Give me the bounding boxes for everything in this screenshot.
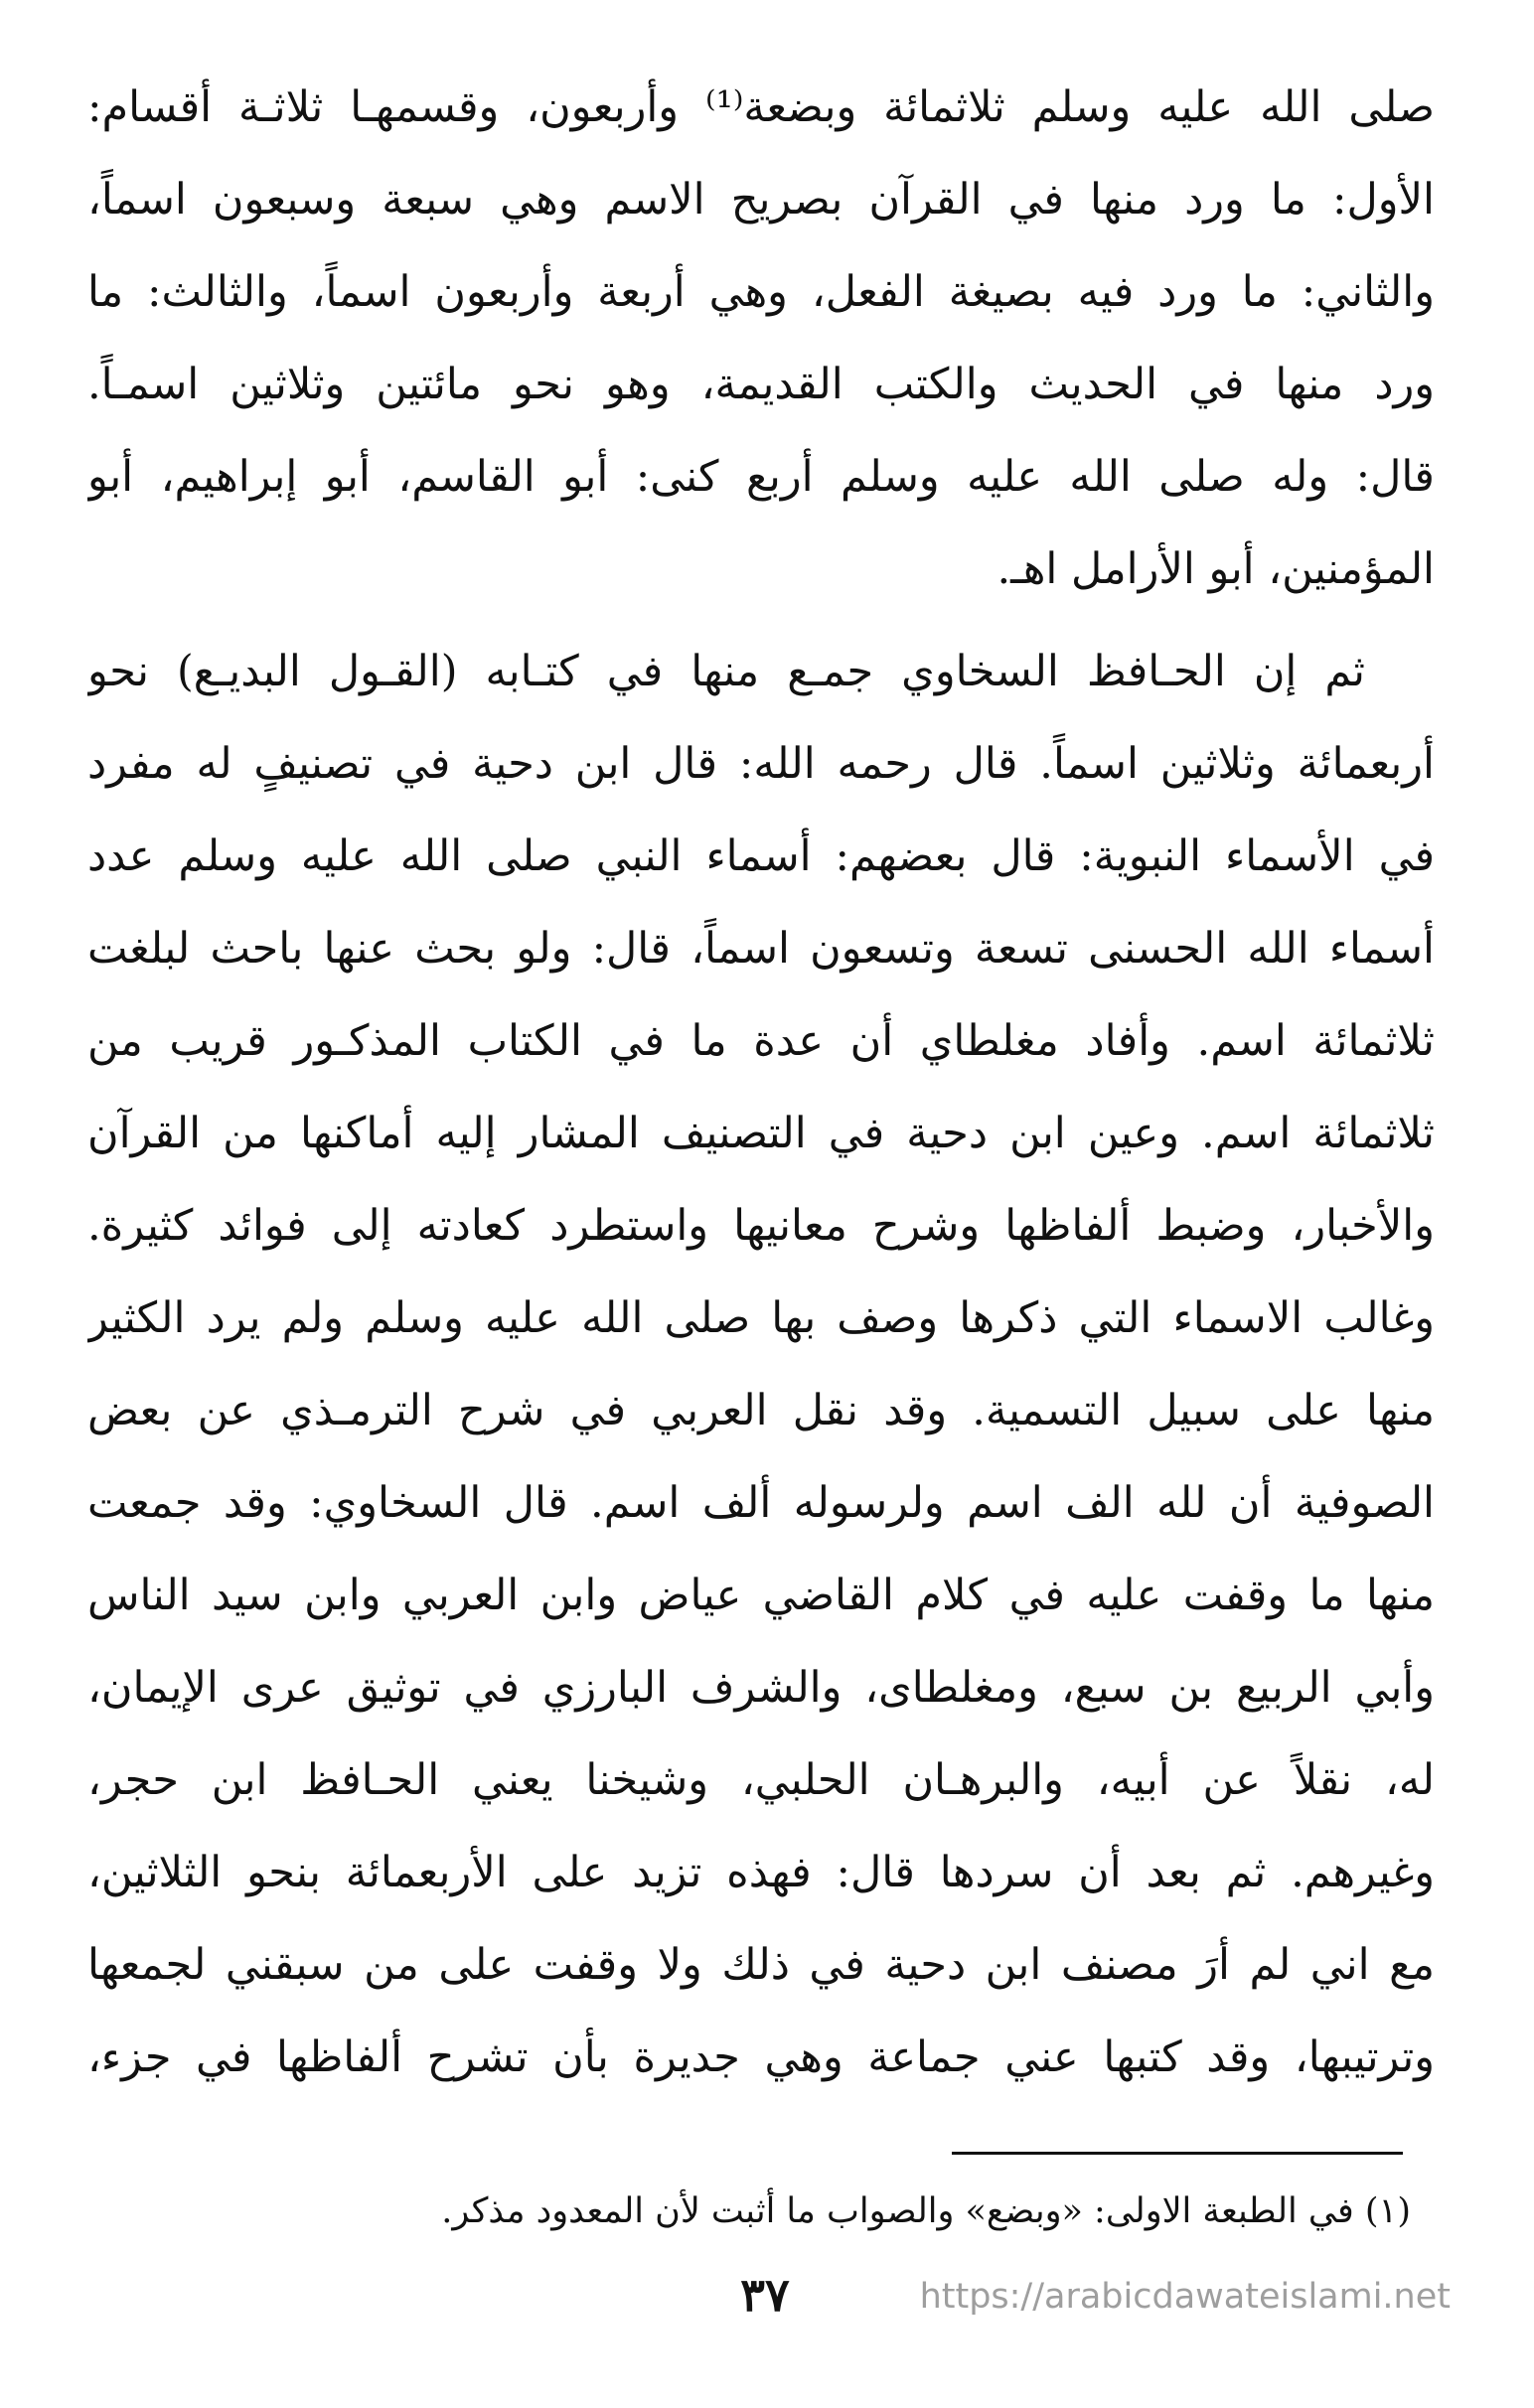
text-line: المؤمنين، أبو الأرامل اهـ. <box>997 544 1435 594</box>
footnote-separator <box>952 2152 1403 2155</box>
paragraph-2 <box>87 626 1435 2104</box>
text-line: وأبي الربيع بن سبع، ومغلطاى، والشرف البارزي في توثيق عرى الإيمان، <box>87 1663 1435 1713</box>
text-line: صلى الله عليه وسلم ثلاثمائة وبضعة⁽¹⁾ وأربعون، وقسمهـا ثلاثـة أقسام: <box>87 82 1435 132</box>
text-line: منها على سبيل التسمية. وقد نقل العربي في شرح الترمـذي عن بعض <box>87 1386 1435 1435</box>
watermark-url: https://arabicdawateislami.net <box>919 2277 1451 2317</box>
text-line: ورد منها في الحديث والكتب القديمة، وهو نحو مائتين وثلاثين اسمـاً. <box>87 360 1435 409</box>
text-line: في الأسماء النبوية: قال بعضهم: أسماء النبي صلى الله عليه وسلم عدد <box>87 831 1435 881</box>
text-line: والأخبار، وضبط ألفاظها وشرح معانيها واستطرد كعادته إلى فوائد كثيرة. <box>87 1201 1435 1251</box>
text-line: مع اني لم أرَ مصنف ابن دحية في ذلك ولا وقفت على من سبقني لجمعها <box>87 1940 1435 1990</box>
text-line: وترتيبها، وقد كتبها عني جماعة وهي جديرة بأن تشرح ألفاظها في جزء، <box>87 2032 1435 2082</box>
text-line: ثم إن الحـافظ السخاوي جمـع منها في كتـابه (القـول البديـع) نحو <box>87 647 1365 696</box>
text-line: الأول: ما ورد منها في القرآن بصريح الاسم وهي سبعة وسبعون اسماً، <box>87 175 1435 225</box>
text-line: أسماء الله الحسنى تسعة وتسعون اسماً، قال: ولو بحث عنها باحث لبلغت <box>87 924 1435 974</box>
text-line: ثلاثمائة اسم. وأفاد مغلطاي أن عدة ما في الكتاب المذكـور قريب من <box>87 1016 1435 1066</box>
footnote: (١) في الطبعة الاولى: «وبضع» والصواب ما أثبت لأن المعدود مذكر. <box>441 2191 1411 2231</box>
page-number: ٣٧ <box>740 2268 790 2322</box>
text-line: والثاني: ما ورد فيه بصيغة الفعل، وهي أربعة وأربعون اسماً، والثالث: ما <box>87 267 1435 317</box>
text-line: وغيرهم. ثم بعد أن سردها قال: فهذه تزيد على الأربعمائة بنحو الثلاثين، <box>87 1848 1435 1897</box>
text-line: قال: وله صلى الله عليه وسلم أربع كنى: أبو القاسم، أبو إبراهيم، أبو <box>87 452 1435 502</box>
text-line: أربعمائة وثلاثين اسماً. قال رحمه الله: قال ابن دحية في تصنيفٍ له مفرد <box>87 739 1435 789</box>
text-line: له، نقلاً عن أبيه، والبرهـان الحلبي، وشيخنا يعني الحـافظ ابن حجر، <box>87 1755 1435 1805</box>
text-line: وغالب الاسماء التي ذكرها وصف بها صلى الله عليه وسلم ولم يرد الكثير <box>87 1293 1435 1343</box>
text-line: منها ما وقفت عليه في كلام القاضي عياض وابن العربي وابن سيد الناس <box>87 1571 1435 1620</box>
text-line: ثلاثمائة اسم. وعين ابن دحية في التصنيف المشار إليه أماكنها من القرآن <box>87 1109 1435 1158</box>
text-line: الصوفية أن لله الف اسم ولرسوله ألف اسم. قال السخاوي: وقد جمعت <box>87 1478 1435 1528</box>
paragraph-1 <box>87 62 1435 616</box>
